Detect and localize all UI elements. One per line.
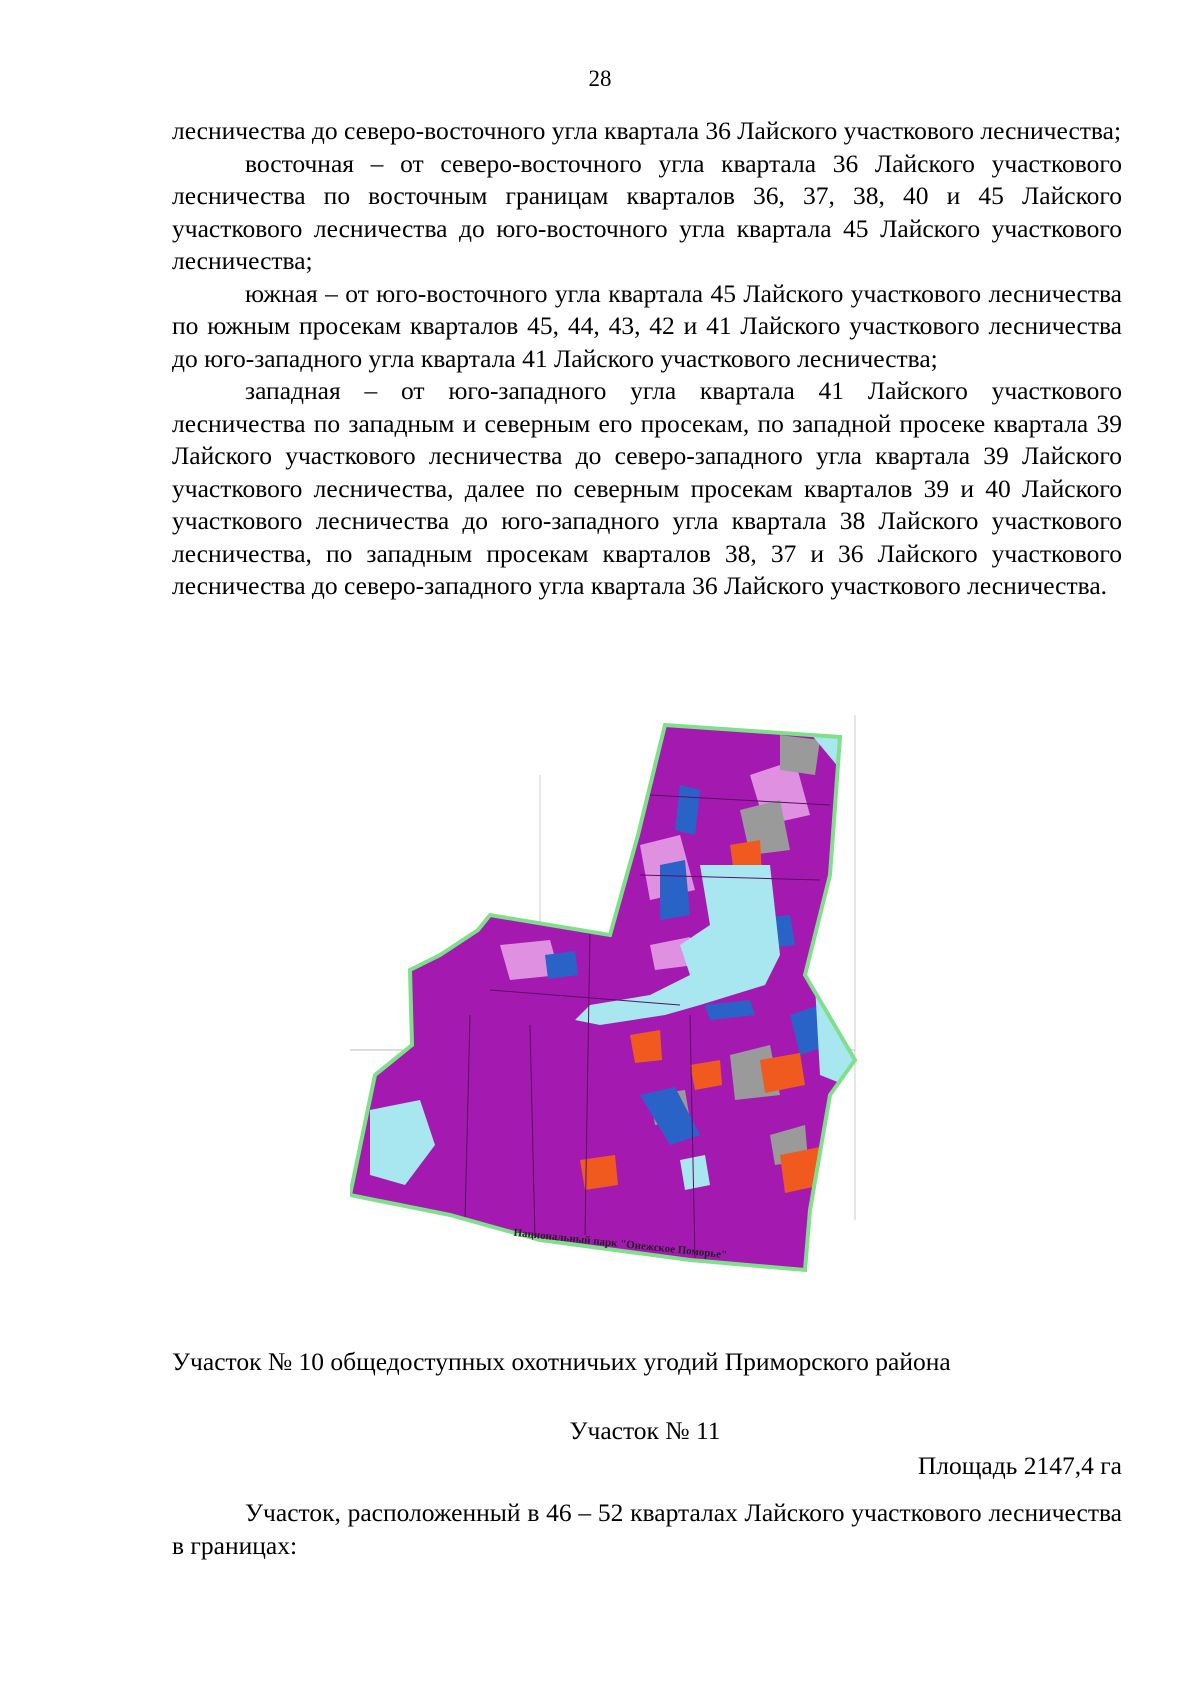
- paragraph-east: восточная – от северо-восточного угла квартала 36 Лайского участкового лесничества по восточным границам кварталов 36, 37, 38, 40 и 45 Лайского участкового лесничества до юго-восточного угла квартала 45 Лайского участкового лесничества;: [172, 148, 1122, 275]
- area-value: Площадь 2147,4 га: [917, 1451, 1122, 1480]
- park-label: Национальный парк "Онежское Поморье": [512, 1226, 728, 1262]
- map-figure: [350, 715, 925, 1340]
- paragraph-south: южная – от юго-восточного угла квартала 45 Лайского участкового лесничества по южным просекам кварталов 45, 44, 43, 42 и 41 Лайского участкового лесничества до юго-западного угла квартала 41 Лайского участкового лесничества;: [172, 278, 1122, 373]
- paragraph-west: западная – от юго-западного угла квартала 41 Лайского участкового лесничества по западным и северным его просекам, по западной просеке квартала 39 Лайского участкового лесничества до северо-западного угла квартала 39 Лайского участкового лесничества, далее по северным просекам кварталов 39 и 40 Лайского участкового лесничества до юго-западного угла квартала 38 Лайского участкового лесничества, по западным просекам кварталов 38, 37 и 36 Лайского участкового лесничества до северо-западного угла квартала 36 Лайского участкового лесничества.: [172, 376, 1122, 600]
- paragraph: Участок, расположенный в 46 – 52 кварталах Лайского участкового лесничества в границах:: [172, 1498, 1122, 1560]
- map-caption: Участок № 10 общедоступных охотничьих угодий Приморского района: [172, 1347, 951, 1376]
- paragraph: лесничества до северо-восточного угла квартала 36 Лайского участкового лесничества;: [172, 116, 1122, 145]
- hunting-area-map: [350, 715, 925, 1340]
- page-number: 28: [588, 66, 612, 91]
- section-title: Участок № 11: [569, 1416, 721, 1445]
- section-description: [172, 1497, 1122, 1562]
- boundary-description: [172, 115, 1122, 603]
